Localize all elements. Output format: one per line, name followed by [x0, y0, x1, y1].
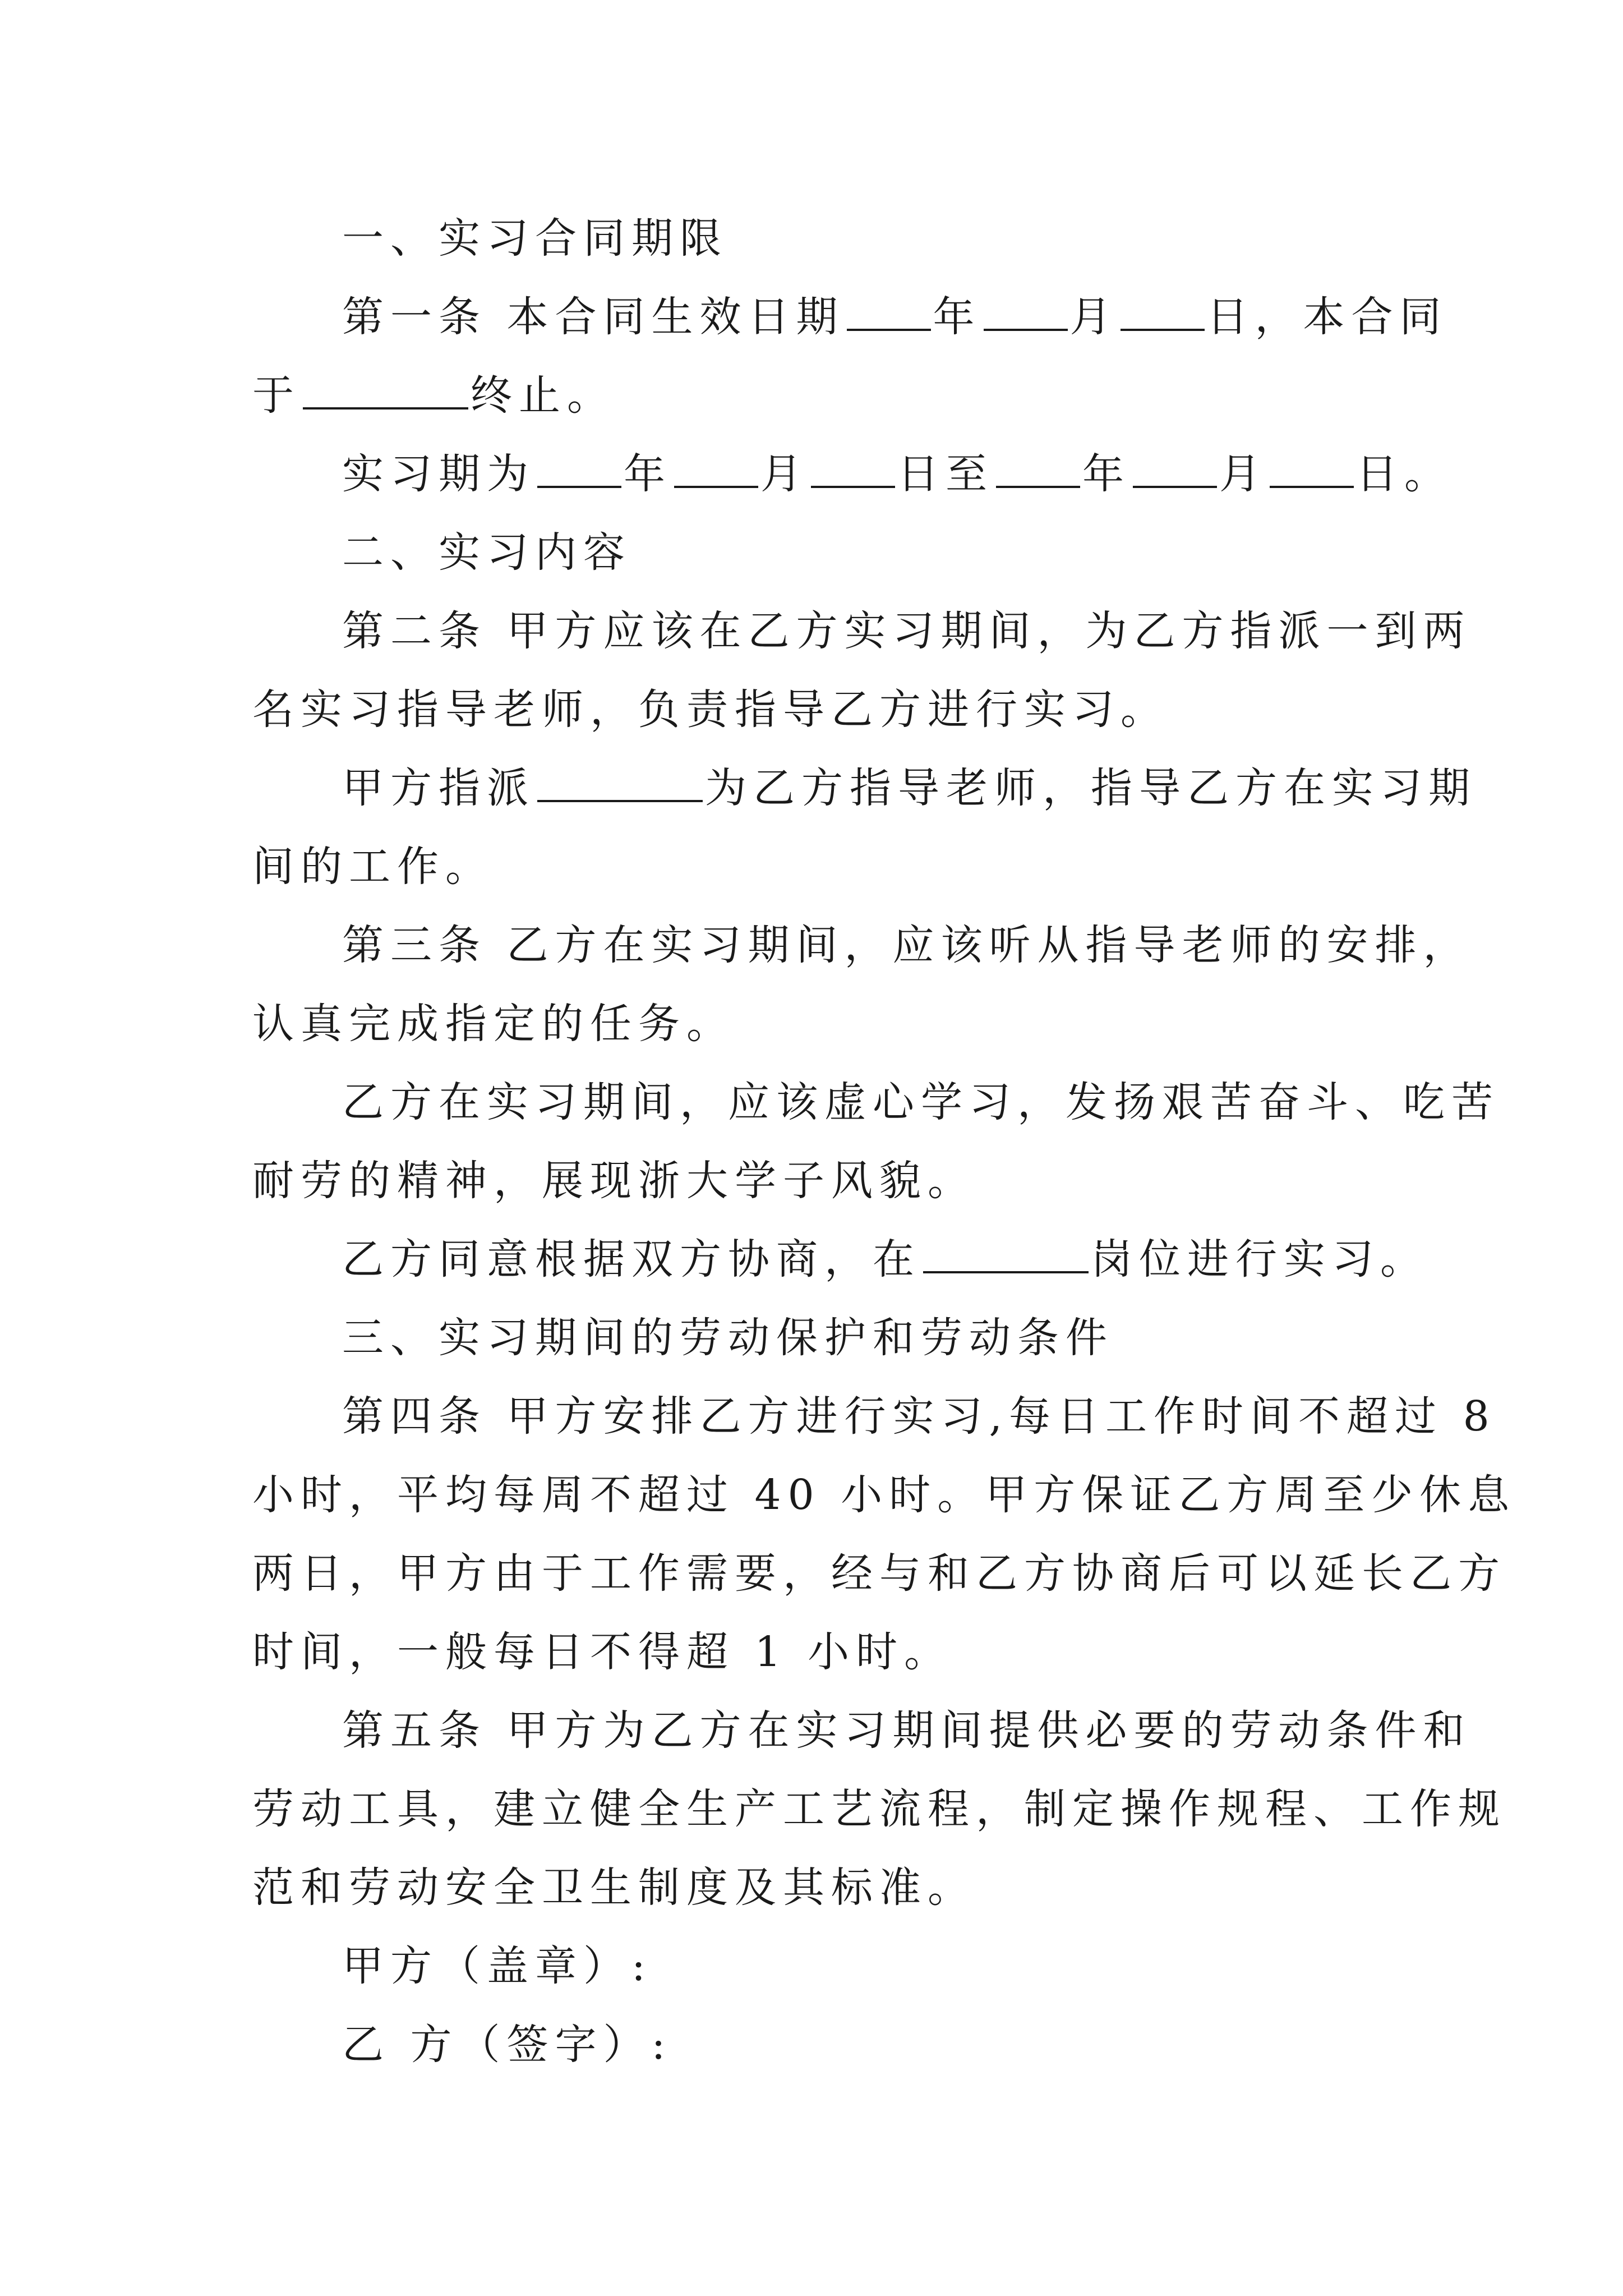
attitude-line-2: 耐劳的精神，展现浙大学子风貌。	[252, 1157, 976, 1205]
blank-period-end-month	[1133, 451, 1217, 488]
article-5-line-3: 范和劳动安全卫生制度及其标准。	[252, 1864, 976, 1912]
blank-supervisor-name	[537, 765, 703, 802]
article-4-line-3: 两日，甲方由于工作需要，经与和乙方协商后可以延长乙方	[252, 1549, 1506, 1598]
article-2-line-2: 名实习指导老师，负责指导乙方进行实习。	[252, 685, 1169, 734]
blank-start-year	[847, 294, 931, 331]
blank-period-end-day	[1270, 451, 1354, 488]
blank-period-end-year	[996, 451, 1080, 488]
internship-period-line: 实习期为 年 月 日至 年 月 日。	[342, 450, 1453, 498]
blank-start-month	[984, 294, 1068, 331]
blank-period-start-month	[674, 451, 758, 488]
attitude-line-1: 乙方在实习期间，应该虚心学习，发扬艰苦奋斗、吃苦	[342, 1078, 1500, 1126]
article-3-line-2: 认真完成指定的任务。	[252, 1000, 735, 1048]
blank-period-start-day	[811, 451, 895, 488]
article-1-line-2: 于 终止。	[252, 371, 615, 420]
section-heading-contract-term: 一、实习合同期限	[342, 214, 728, 263]
supervisor-line-1: 甲方指派 为乙方指导老师，指导乙方在实习期	[342, 764, 1477, 812]
blank-period-start-year	[537, 451, 621, 488]
section-heading-protection: 三、实习期间的劳动保护和劳动条件	[342, 1314, 1114, 1362]
party-a-seal-line: 甲方（盖章）:	[342, 1942, 652, 1990]
party-b-signature-line: 乙 方（签字）:	[342, 2021, 672, 2069]
article-4-line-1: 第四条 甲方安排乙方进行实习,每日工作时间不超过 8	[342, 1392, 1496, 1441]
article-3-line-1: 第三条 乙方在实习期间，应该听从指导老师的安排，	[342, 921, 1472, 969]
supervisor-line-2: 间的工作。	[252, 843, 494, 891]
blank-position	[923, 1236, 1089, 1273]
blank-end-date	[303, 372, 468, 409]
article-4-line-2: 小时，平均每周不超过 40 小时。甲方保证乙方周至少休息	[252, 1471, 1516, 1519]
position-line: 乙方同意根据双方协商，在 岗位进行实习。	[342, 1235, 1428, 1283]
article-5-line-1: 第五条 甲方为乙方在实习期间提供必要的劳动条件和	[342, 1706, 1472, 1755]
article-4-line-4: 时间，一般每日不得超 1 小时。	[252, 1628, 953, 1676]
article-5-line-2: 劳动工具，建立健全生产工艺流程，制定操作规程、工作规	[252, 1785, 1506, 1833]
blank-start-day	[1121, 294, 1205, 331]
article-1-line: 第一条 本合同生效日期 年 月 日，本合同	[342, 293, 1448, 341]
article-2-line-1: 第二条 甲方应该在乙方实习期间，为乙方指派一到两	[342, 607, 1472, 655]
section-heading-content: 二、实习内容	[342, 528, 631, 577]
